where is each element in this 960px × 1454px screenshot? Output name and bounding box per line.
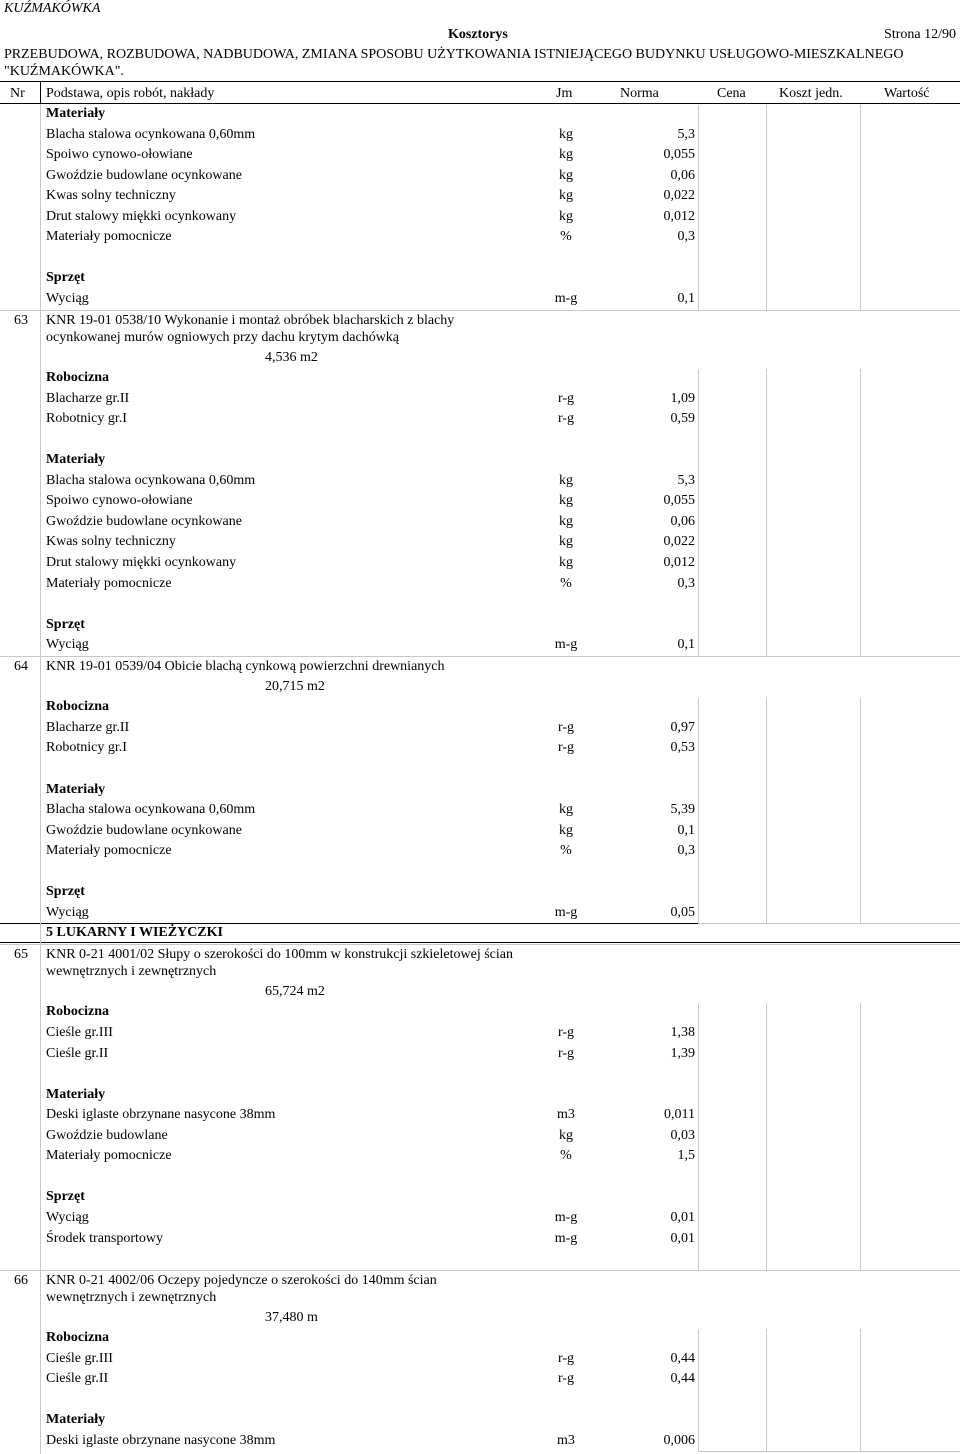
grid-line <box>698 698 699 924</box>
resource-norm: 0,011 <box>664 1107 695 1123</box>
position-separator <box>0 944 960 945</box>
category-label: Sprzęt <box>46 1189 85 1205</box>
resource-name: Wyciąg <box>46 1209 89 1225</box>
header-top-border <box>0 81 960 82</box>
resource-unit: m-g <box>554 1230 578 1246</box>
resource-name: Deski iglaste obrzynane nasycone 38mm <box>46 1432 276 1448</box>
resource-unit: kg <box>559 1127 573 1143</box>
resource-unit: % <box>560 1148 572 1164</box>
category-label: Materiały <box>46 452 106 468</box>
resource-norm: 0,01 <box>670 1209 695 1225</box>
resource-norm: 0,06 <box>670 167 695 183</box>
resource-name: Gwoździe budowlane ocynkowane <box>46 822 242 838</box>
resource-norm: 0,44 <box>670 1371 695 1387</box>
resource-name: Cieśle gr.III <box>46 1350 113 1366</box>
resource-name: Spoiwo cynowo-ołowiane <box>46 147 193 163</box>
category-label: Robocizna <box>46 1330 109 1346</box>
resource-norm: 0,012 <box>663 555 695 570</box>
resource-name: Robotnicy gr.I <box>46 740 127 756</box>
position-number: 65 <box>14 946 28 962</box>
resource-norm: 0,03 <box>670 1127 695 1143</box>
resource-name: Kwas solny techniczny <box>46 534 176 550</box>
grid-line <box>860 698 861 924</box>
grid-line <box>860 1003 861 1270</box>
grid-line <box>860 105 861 311</box>
col-value: Wartość <box>884 86 930 101</box>
grid-line <box>698 923 960 924</box>
resource-unit: r-g <box>557 411 575 427</box>
resource-name: Blacha stalowa ocynkowana 0,60mm <box>46 472 256 488</box>
resource-norm: 0,1 <box>677 822 695 838</box>
resource-norm: 0,006 <box>663 1432 695 1448</box>
grid-line <box>698 1451 960 1452</box>
resource-name: Materiały pomocnicze <box>46 1148 172 1164</box>
resource-norm: 0,06 <box>670 513 695 529</box>
position-amount: 4,536 m2 <box>265 349 318 365</box>
position-description: KNR 0-21 4001/02 Słupy o szerokości do 100mm w konstrukcji szkieletowej ścian <box>46 946 513 962</box>
resource-unit: kg <box>559 472 573 488</box>
resource-norm: 0,012 <box>663 208 695 224</box>
grid-line <box>860 369 861 657</box>
col-nr: Nr <box>10 86 25 101</box>
resource-unit: r-g <box>557 1025 575 1040</box>
resource-name: Materiały pomocnicze <box>46 229 172 245</box>
category-label: Materiały <box>46 1412 106 1428</box>
resource-name: Gwoździe budowlane ocynkowane <box>46 513 242 529</box>
resource-unit: kg <box>559 493 573 509</box>
resource-norm: 5,3 <box>677 126 695 142</box>
resource-name: Blacha stalowa ocynkowana 0,60mm <box>46 126 256 142</box>
resource-name: Blacharze gr.II <box>46 719 130 735</box>
project-title-line1: PRZEBUDOWA, ROZBUDOWA, NADBUDOWA, ZMIANA SPOSOBU UŻYTKOWANIA ISTNIEJĄCEGO BUDYNKU USŁUGOWO-MIESZKALNEGO <box>4 47 904 62</box>
position-description: wewnętrznych i zewnętrznych <box>46 1289 217 1305</box>
project-title-line2: "KUŹMAKÓWKA". <box>4 64 124 79</box>
resource-norm: 0,022 <box>663 534 695 550</box>
resource-norm: 0,3 <box>677 575 695 591</box>
nr-column-divider <box>40 104 41 1454</box>
resource-unit: m3 <box>557 1432 575 1448</box>
grid-line <box>766 698 767 924</box>
resource-unit: r-g <box>557 740 575 756</box>
col-description: Podstawa, opis robót, nakłady <box>46 86 215 101</box>
position-description: KNR 19-01 0539/04 Obicie blachą cynkową powierzchni drewnianych <box>46 658 445 674</box>
resource-norm: 0,05 <box>670 904 695 920</box>
resource-name: Spoiwo cynowo-ołowiane <box>46 493 193 509</box>
resource-norm: 0,055 <box>663 493 695 509</box>
resource-unit: kg <box>559 126 573 142</box>
resource-unit: r-g <box>557 1371 575 1387</box>
resource-norm: 0,055 <box>663 147 695 163</box>
category-label: Materiały <box>46 1086 106 1102</box>
position-description: ocynkowanej murów ogniowych przy dachu krytym dachówką <box>46 329 400 345</box>
resource-norm: 0,022 <box>663 188 695 204</box>
grid-line <box>698 1329 699 1452</box>
grid-line <box>766 105 767 311</box>
resource-unit: kg <box>559 534 573 550</box>
position-amount: 37,480 m <box>265 1309 318 1325</box>
resource-unit: kg <box>559 802 573 818</box>
resource-norm: 0,53 <box>670 740 695 756</box>
section-title: 5 LUKARNY I WIEŻYCZKI <box>46 925 223 941</box>
resource-norm: 0,01 <box>670 1230 695 1246</box>
position-amount: 20,715 m2 <box>265 678 325 694</box>
resource-unit: % <box>560 229 572 245</box>
grid-line <box>766 369 767 657</box>
grid-line <box>766 1003 767 1270</box>
resource-unit: r-g <box>557 1350 575 1366</box>
resource-unit: r-g <box>557 719 575 735</box>
resource-unit: r-g <box>557 390 575 406</box>
resource-unit: kg <box>559 513 573 529</box>
resource-name: Wyciąg <box>46 637 89 653</box>
resource-name: Materiały pomocnicze <box>46 843 172 859</box>
position-number: 66 <box>14 1272 28 1288</box>
document-title: Kosztorys <box>448 27 508 42</box>
resource-name: Cieśle gr.II <box>46 1371 109 1387</box>
resource-unit: kg <box>559 147 573 163</box>
resource-name: Kwas solny techniczny <box>46 188 176 204</box>
resource-unit: % <box>560 575 572 591</box>
category-label: Sprzęt <box>46 884 85 900</box>
grid-line <box>698 105 699 311</box>
position-description: KNR 0-21 4002/06 Oczepy pojedyncze o szerokości do 140mm ścian <box>46 1272 437 1288</box>
grid-line <box>698 369 699 657</box>
resource-unit: m-g <box>554 637 578 653</box>
col-unit: Jm <box>556 86 573 101</box>
resource-unit: kg <box>559 555 573 570</box>
grid-line <box>698 656 960 657</box>
resource-name: Blacharze gr.II <box>46 390 130 406</box>
grid-line <box>698 310 960 311</box>
resource-name: Drut stalowy miękki ocynkowany <box>46 208 237 224</box>
category-label: Robocizna <box>46 699 109 715</box>
resource-norm: 0,59 <box>670 411 695 427</box>
header-bottom-border <box>0 103 960 104</box>
category-label: Sprzęt <box>46 270 85 286</box>
resource-name: Wyciąg <box>46 290 89 306</box>
resource-norm: 0,1 <box>677 290 695 306</box>
category-label: Materiały <box>46 106 106 121</box>
page-number: Strona 12/90 <box>884 27 956 42</box>
resource-name: Drut stalowy miękki ocynkowany <box>46 555 237 570</box>
resource-norm: 0,44 <box>670 1350 695 1366</box>
resource-norm: 5,3 <box>677 472 695 488</box>
resource-name: Gwoździe budowlane ocynkowane <box>46 167 242 183</box>
resource-name: Środek transportowy <box>46 1230 164 1246</box>
grid-line <box>860 1329 861 1452</box>
category-label: Robocizna <box>46 1004 109 1020</box>
resource-norm: 0,3 <box>677 229 695 245</box>
resource-norm: 0,3 <box>677 843 695 859</box>
col-norm: Norma <box>620 86 659 101</box>
resource-norm: 1,38 <box>670 1025 695 1040</box>
resource-unit: r-g <box>557 1045 575 1061</box>
resource-unit: m-g <box>554 904 578 920</box>
resource-unit: kg <box>559 208 573 224</box>
position-description: wewnętrznych i zewnętrznych <box>46 963 217 979</box>
resource-name: Wyciąg <box>46 904 89 920</box>
resource-norm: 1,09 <box>670 390 695 406</box>
grid-line <box>698 1270 960 1271</box>
resource-name: Gwoździe budowlane <box>46 1127 168 1143</box>
position-number: 64 <box>14 658 28 674</box>
resource-norm: 0,1 <box>677 637 695 653</box>
resource-norm: 1,5 <box>677 1148 695 1164</box>
resource-name: Materiały pomocnicze <box>46 575 172 591</box>
resource-unit: kg <box>559 167 573 183</box>
category-label: Sprzęt <box>46 616 85 632</box>
col-price: Cena <box>717 86 746 101</box>
company-name: KUŹMAKÓWKA <box>4 1 101 16</box>
resource-norm: 1,39 <box>670 1045 695 1061</box>
resource-unit: % <box>560 843 572 859</box>
resource-name: Robotnicy gr.I <box>46 411 127 427</box>
resource-unit: kg <box>559 822 573 838</box>
grid-line <box>698 1003 699 1270</box>
resource-unit: m-g <box>554 1209 578 1225</box>
resource-name: Blacha stalowa ocynkowana 0,60mm <box>46 802 256 818</box>
position-amount: 65,724 m2 <box>265 983 325 999</box>
resource-norm: 5,39 <box>670 802 695 818</box>
resource-name: Cieśle gr.II <box>46 1045 109 1061</box>
category-label: Robocizna <box>46 370 109 386</box>
position-number: 63 <box>14 312 28 328</box>
resource-name: Cieśle gr.III <box>46 1025 113 1040</box>
resource-name: Deski iglaste obrzynane nasycone 38mm <box>46 1107 276 1123</box>
position-description: KNR 19-01 0538/10 Wykonanie i montaż obróbek blacharskich z blachy <box>46 312 455 328</box>
category-label: Materiały <box>46 781 106 797</box>
resource-unit: kg <box>559 188 573 204</box>
resource-unit: m3 <box>557 1107 575 1123</box>
resource-norm: 0,97 <box>670 719 695 735</box>
resource-unit: m-g <box>554 290 578 306</box>
grid-line <box>766 1329 767 1452</box>
col-unit-cost: Koszt jedn. <box>779 86 843 101</box>
header-divider <box>40 81 41 104</box>
